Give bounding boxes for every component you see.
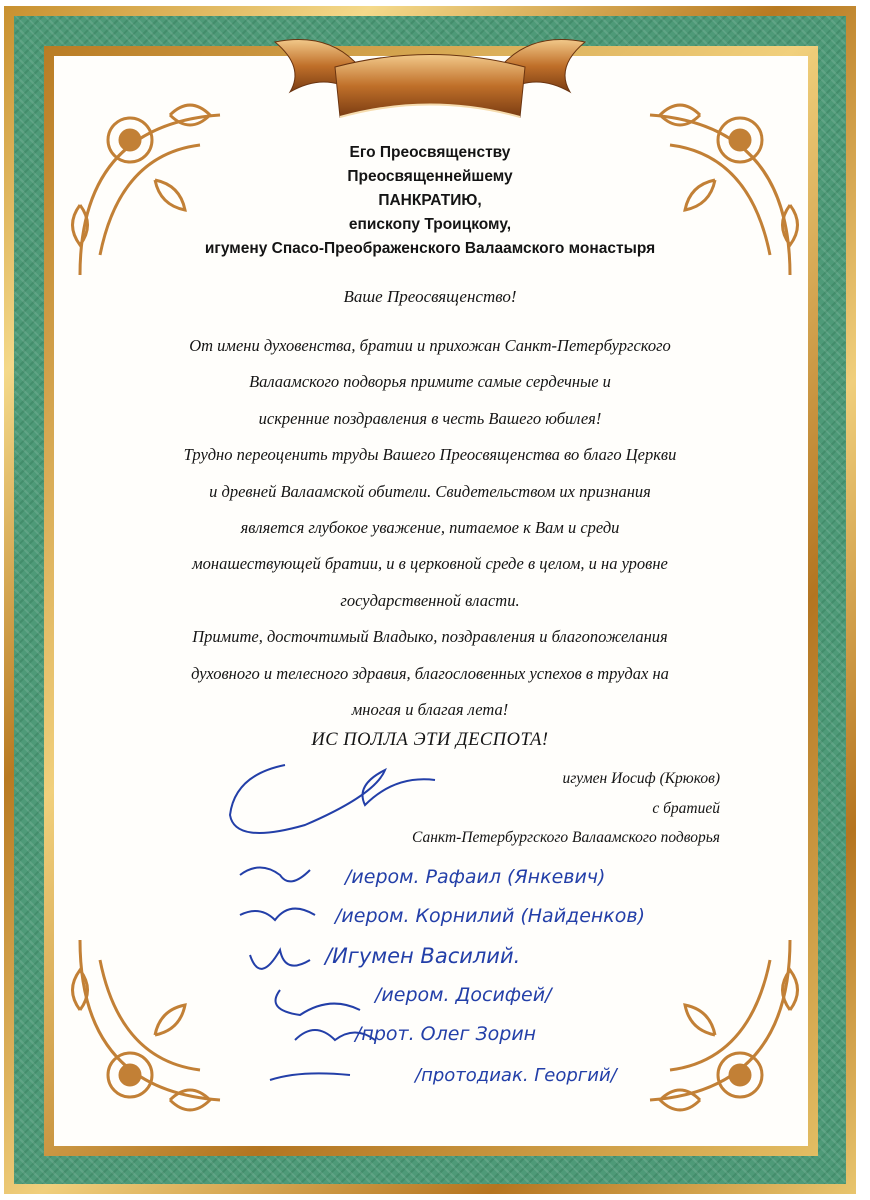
body-line: многая и благая лета! xyxy=(351,700,509,720)
letter-body xyxy=(70,328,790,728)
handwritten-line: /Игумен Василий. xyxy=(325,944,521,968)
addressee-line: игумену Спасо-Преображенского Валаамского монастыря xyxy=(204,240,656,257)
signature-scribble xyxy=(230,765,435,833)
signatures-area xyxy=(225,755,770,1105)
body-line: монашествующей братии, и в церковной среде в целом, и на уровне xyxy=(192,554,668,574)
addressee-block xyxy=(70,141,790,261)
addressee-line: Его Преосвященству xyxy=(349,144,511,161)
signature-scribble xyxy=(270,1073,350,1080)
signer-name: игумен Иосиф (Крюков) xyxy=(562,770,720,787)
handwritten-line: /иером. Досифей/ xyxy=(375,984,552,1006)
addressee-line: Преосвященнейшему xyxy=(347,168,513,185)
handwritten-line: /иером. Корнилий (Найденков) xyxy=(335,905,646,927)
signature-scribble xyxy=(240,868,310,882)
body-line: Валаамского подворья примите самые сердечные и xyxy=(249,372,611,392)
signature-scribble xyxy=(240,909,315,920)
acclamation: ИС ПОЛЛА ЭТИ ДЕСПОТА! xyxy=(311,730,549,750)
signer-org: Санкт-Петербургского Валаамского подворья xyxy=(412,829,720,846)
body-line: Трудно переоценить труды Вашего Преосвященства во благо Церкви xyxy=(183,445,677,465)
body-line: духовного и телесного здравия, благословенных успехов в трудах на xyxy=(191,663,669,683)
ribbon-ornament-icon xyxy=(265,22,595,132)
body-line: государственной власти. xyxy=(340,590,520,610)
body-line: От имени духовенства, братии и прихожан Санкт-Петербургского xyxy=(189,336,671,355)
handwritten-line: /протодиак. Георгий/ xyxy=(415,1065,617,1086)
handwritten-line: /иером. Рафаил (Янкевич) xyxy=(345,866,606,888)
handwritten-line: /прот. Олег Зорин xyxy=(355,1023,537,1045)
addressee-line: ПАНКРАТИЮ, xyxy=(378,192,482,209)
body-line: является глубокое уважение, питаемое к Вам и среди xyxy=(240,518,620,538)
body-line: Примите, досточтимый Владыко, поздравления и благопожелания xyxy=(192,627,668,647)
salutation: Ваше Преосвященство! xyxy=(343,287,517,306)
addressee-line: епископу Троицкому, xyxy=(348,216,512,233)
signature-scribble xyxy=(250,950,310,969)
body-line: искренние поздравления в честь Вашего юбилея! xyxy=(258,408,602,428)
signer-with: с братией xyxy=(652,800,720,817)
body-line: и древней Валаамской обители. Свидетельством их признания xyxy=(209,481,651,501)
signature-scribble xyxy=(276,990,361,1015)
